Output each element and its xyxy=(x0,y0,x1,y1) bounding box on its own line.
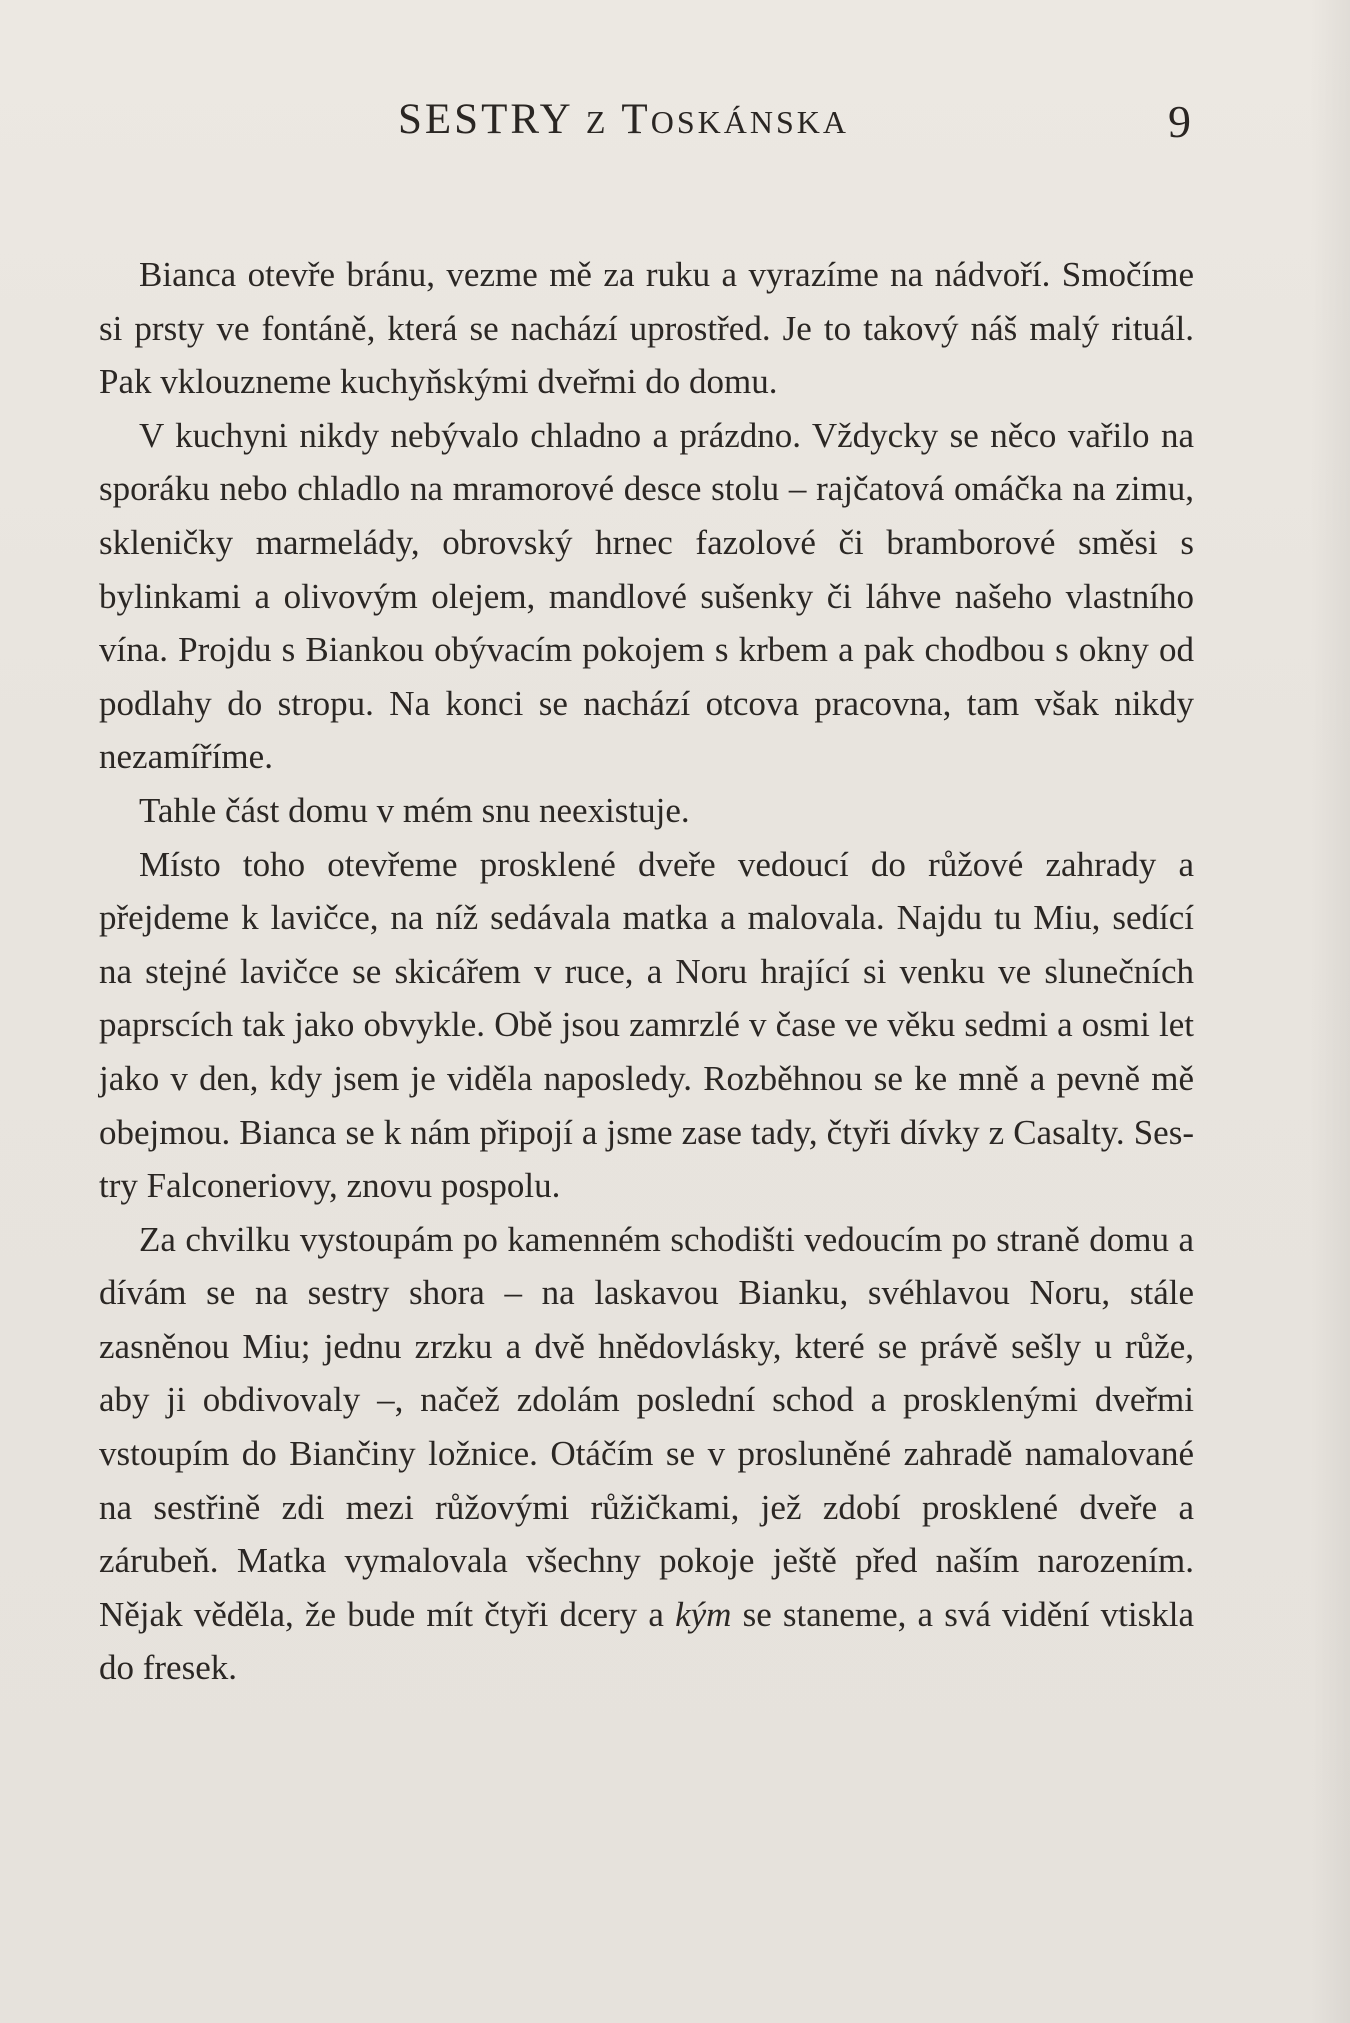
body-text xyxy=(99,248,1194,1695)
title-word-toskanska-rest: OSKÁNSKA xyxy=(650,104,849,140)
title-word-sestry: SESTRY xyxy=(398,96,573,143)
italic-word: kým xyxy=(675,1594,732,1634)
paragraph-2: V kuchyni nikdy nebývalo chladno a prázdno. Vždycky se něco vařilo na sporáku nebo chladlo na mramorové desce stolu – rajčatová omáčka na zimu, skleničky marmelády, obrovský hrnec fazolové či bramborové směsi s bylinkami a olivovým olejem, mandlové sušenky či láhve našeho vlastního vína. Projdu s Biankou obývacím pokojem s krbem a pak chodbou s okny od podlahy do stropu. Na konci se nachází otcova pracovna, tam však nikdy nezamíříme. xyxy=(99,415,1194,777)
paragraph-3: Tahle část domu v mém snu neexistuje. xyxy=(139,790,690,830)
book-title-header xyxy=(398,95,849,144)
page-number: 9 xyxy=(1168,96,1191,147)
paragraph-1: Bianca otevře bránu, vezme mě za ruku a vyrazíme na nádvoří. Smočíme si prsty ve fontáně, která se nachází uprostřed. Je to takový náš malý rituál. Pak vklouzneme kuchyňskými dveřmi do domu. xyxy=(99,255,1194,402)
running-header xyxy=(0,95,1350,155)
title-word-z: Z xyxy=(585,104,609,140)
page-edge-shadow xyxy=(1310,0,1350,2023)
paragraph-4: Místo toho otevřeme prosklené dveře vedoucí do růžové zahrady a přejdeme k lavičce, na níž sedávala matka a malovala. Najdu tu Miu, sedící na stejné lavičce se skicářem v ruce, a Noru hrající si venku ve slunečních paprscích tak jako obvykle. Obě jsou zamrzlé v čase ve věku sedmi a osmi let jako v den, kdy jsem je viděla naposledy. Rozběhnou se ke mně a pevně mě obejmou. Bianca se k nám připojí a jsme zase tady, čtyři dívky z Casalty. Sestry Falconeriovy, znovu pospolu. xyxy=(99,844,1194,1206)
title-word-toskanska-initial: T xyxy=(621,96,651,143)
paragraph-5-part-1: Za chvilku vystoupám po kamenném schodišti vedoucím po straně domu a dívám se na sestry shora – na laskavou Bianku, svéhlavou Noru, stále zasněnou Miu; jednu zrzku a dvě hnědovlásky, které se právě sešly u růže, aby ji obdivovaly –, načež zdolám poslední schod a prosklenými dveřmi vstoupím do Biančiny ložnice. Otáčím se v prosluněné zahradě namalované na sestřině zdi mezi růžovými růžičkami, jež zdobí prosklené dveře a zárubeň. Matka vymalovala všechny pokoje ještě před naším narozením. Nějak věděla, že bude mít čtyři dcery a xyxy=(99,1219,1194,1634)
paragraph-5-part-2: se staneme, a svá vidění vtiskla do fresek. xyxy=(99,1594,1194,1688)
paragraph-5 xyxy=(99,1213,1194,1695)
